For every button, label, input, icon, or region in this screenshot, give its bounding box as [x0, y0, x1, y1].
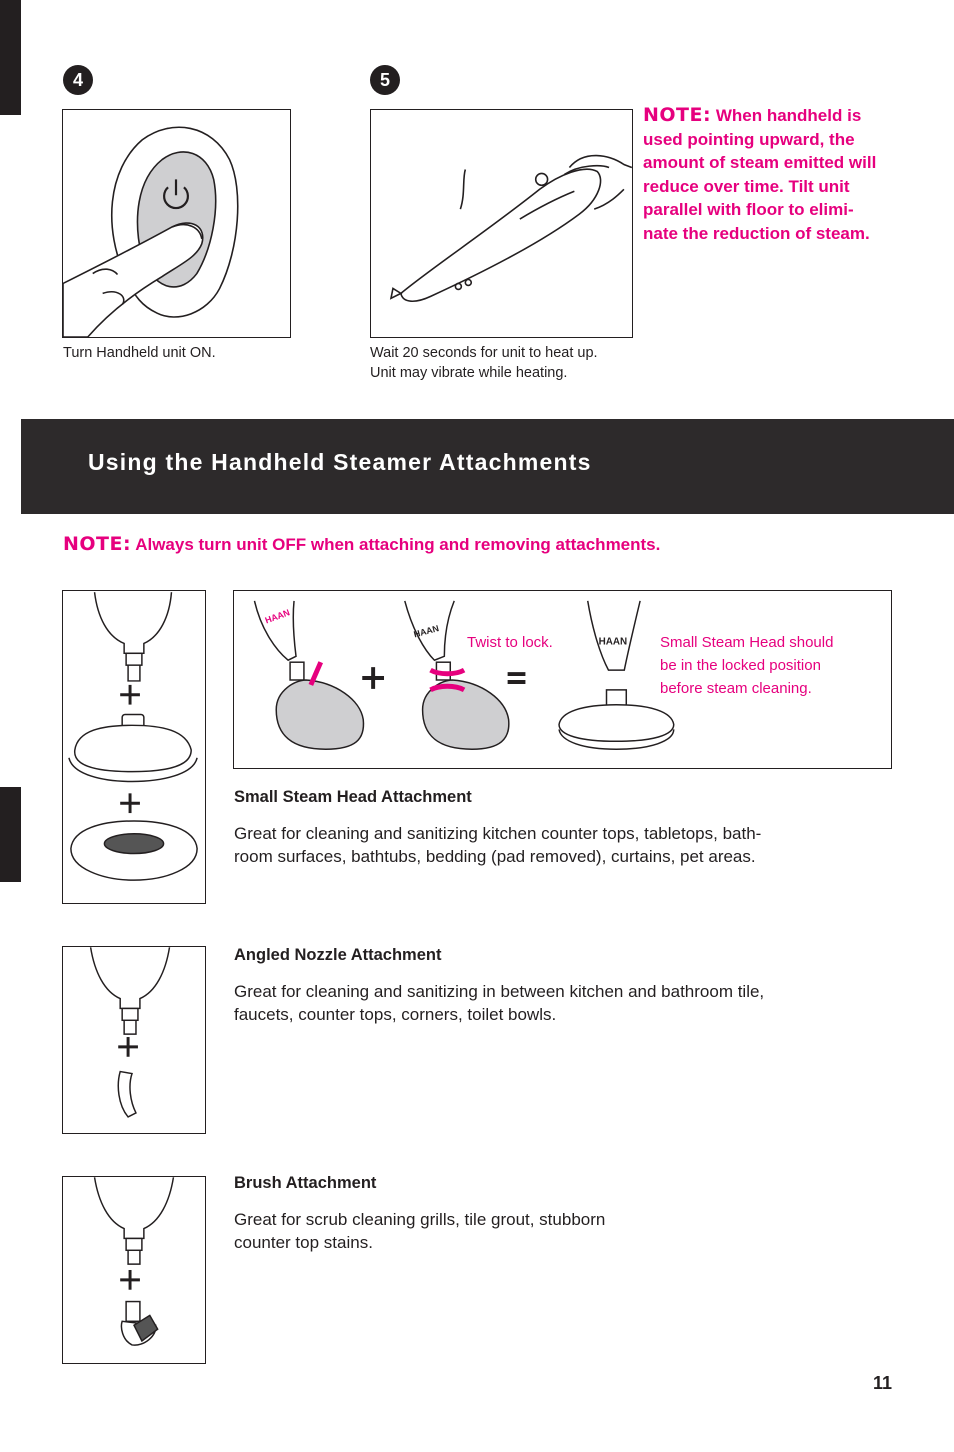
- note-line-3: amount of steam emitted will: [643, 153, 877, 172]
- attachment-title-angled-nozzle: Angled Nozzle Attachment: [234, 946, 442, 964]
- note-label: NOTE:: [63, 533, 132, 555]
- step-4-illustration: [62, 109, 291, 338]
- desc-line-1: Great for cleaning and sanitizing in between kitchen and bathroom tile,: [234, 982, 765, 1001]
- step-5-caption-line-2: Unit may vibrate while heating.: [370, 365, 568, 381]
- section-title: Using the Handheld Steamer Attachments: [88, 449, 592, 475]
- note-line-1: When handheld is: [715, 106, 862, 125]
- page-number: 11: [873, 1373, 893, 1393]
- desc-line-1: Great for cleaning and sanitizing kitchen counter tops, tabletops, bath-: [234, 824, 762, 843]
- equals-icon: [508, 674, 526, 682]
- angled-nozzle-illustration: [62, 946, 206, 1134]
- side-tab-top: [0, 0, 21, 115]
- note-steam-upward: [643, 104, 903, 245]
- note-turn-off-text: Always turn unit OFF when attaching and removing attachments.: [135, 535, 661, 554]
- step-4-badge: 4: [63, 65, 93, 95]
- plus-icon: [362, 667, 384, 689]
- plus-icon: [118, 1037, 138, 1057]
- step-5-caption: [370, 343, 598, 383]
- step-4-caption: Turn Handheld unit ON.: [63, 345, 216, 361]
- attachment-title-brush: Brush Attachment: [234, 1174, 377, 1192]
- locked-note-line-1: Small Steam Head should: [660, 634, 834, 651]
- note-line-4: reduce over time. Tilt unit: [643, 176, 850, 196]
- attach-diagram: [233, 590, 892, 769]
- plus-icon: [120, 793, 140, 813]
- section-banner: [21, 419, 954, 514]
- plus-icon: [120, 1270, 140, 1290]
- brand-logo: HAAN: [263, 607, 292, 626]
- side-tab-middle: [0, 787, 21, 882]
- note-line-6: nate the reduction of steam.: [643, 223, 870, 243]
- small-steam-head-illustration: [62, 590, 206, 904]
- note-line-2: used pointing upward, the: [643, 129, 855, 149]
- note-turn-off: [63, 533, 660, 555]
- desc-line-1: Great for scrub cleaning grills, tile grout, stubborn: [234, 1210, 606, 1229]
- plus-icon: [120, 685, 140, 705]
- desc-line-2: room surfaces, bathtubs, bedding (pad removed), curtains, pet areas.: [234, 847, 756, 866]
- brush-illustration: [62, 1176, 206, 1364]
- step-5-illustration: [370, 109, 633, 338]
- twist-to-lock-label: Twist to lock.: [467, 634, 553, 651]
- locked-note-line-2: be in the locked position: [660, 657, 821, 674]
- note-line-5: parallel with floor to elimi-: [643, 200, 854, 219]
- step-5-caption-line-1: Wait 20 seconds for unit to heat up.: [370, 345, 598, 361]
- attachment-desc-angled-nozzle: [234, 980, 764, 1026]
- attachment-title-small-steam-head: Small Steam Head Attachment: [234, 788, 472, 806]
- locked-position-note: [660, 631, 880, 700]
- step-5-badge: 5: [370, 65, 400, 95]
- brand-logo: HAAN: [412, 623, 440, 640]
- locked-note-line-3: before steam cleaning.: [660, 680, 812, 697]
- attachment-desc-brush: [234, 1208, 605, 1254]
- attachment-desc-small-steam-head: [234, 822, 761, 868]
- desc-line-2: counter top stains.: [234, 1233, 373, 1252]
- brand-logo: HAAN: [598, 636, 628, 648]
- note-label: NOTE:: [643, 104, 712, 126]
- desc-line-2: faucets, counter tops, corners, toilet bowls.: [234, 1005, 557, 1024]
